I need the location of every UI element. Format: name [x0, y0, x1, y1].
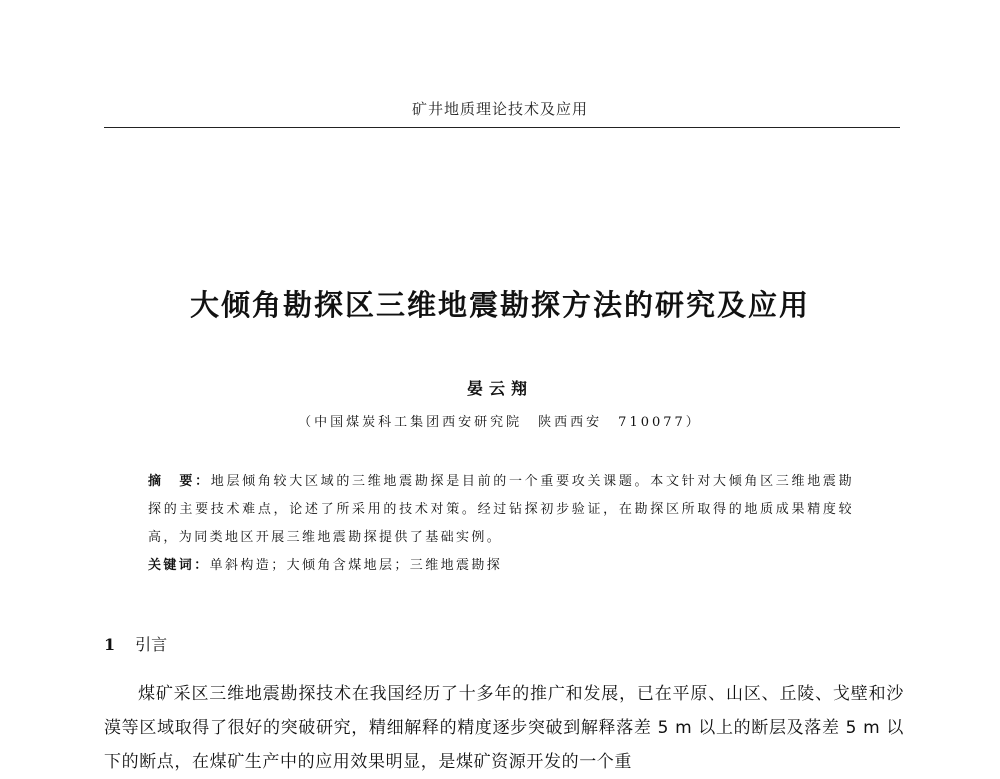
section-title: 引言	[135, 635, 168, 654]
abstract-text: 地层倾角较大区域的三维地震勘探是目前的一个重要攻关课题。本文针对大倾角区三维地震勘探的主要技术难点，论述了所采用的技术对策。经过钻探初步验证，在勘探区所取得的地质成果精度较高，为同类地区开展三维地震勘探提供了基础实例。	[148, 474, 854, 545]
abstract-label: 摘 要：	[148, 474, 211, 489]
section-heading	[104, 632, 167, 655]
body-paragraph: 煤矿采区三维地震勘探技术在我国经历了十多年的推广和发展，已在平原、山区、丘陵、戈壁和沙漠等区域取得了很好的突破研究，精细解释的精度逐步突破到解释落差 5 m 以上的断层及落差 5 m 以下的断点，在煤矿生产中的应用效果明显，是煤矿资源开发的一个重	[104, 684, 904, 772]
abstract	[148, 468, 854, 552]
author-affiliation: （中国煤炭科工集团西安研究院 陕西西安 710077）	[298, 415, 702, 430]
section-number: 1	[104, 635, 116, 654]
keywords-text: 单斜构造；大倾角含煤地层；三维地震勘探	[209, 558, 503, 573]
author-name: 晏云翔	[466, 379, 533, 398]
running-header: 矿井地质理论技术及应用	[411, 100, 588, 118]
keywords	[148, 554, 854, 573]
header-rule	[104, 127, 900, 128]
keywords-label: 关键词：	[148, 558, 210, 573]
paper-title: 大倾角勘探区三维地震勘探方法的研究及应用	[189, 288, 810, 322]
